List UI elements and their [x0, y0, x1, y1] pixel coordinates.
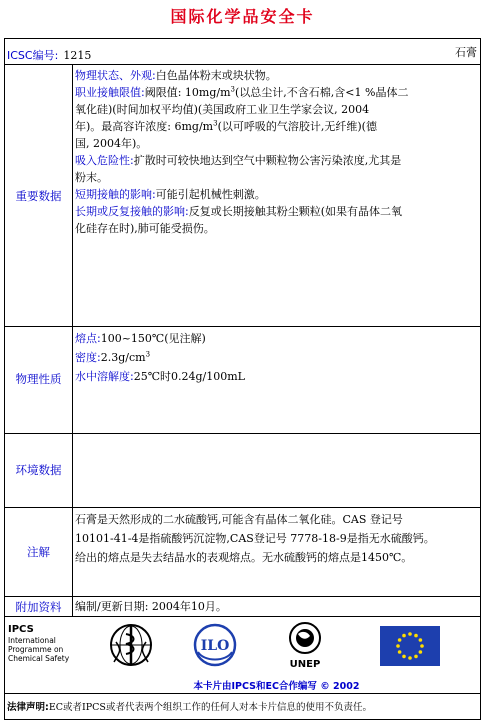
ipcs-title: IPCS	[8, 624, 34, 635]
eu-star-icon	[396, 644, 400, 648]
eu-star-icon	[420, 644, 424, 648]
eu-star-icon	[408, 656, 412, 660]
who-logo-icon	[108, 622, 154, 668]
eu-flag-icon	[380, 626, 440, 666]
logos-row	[100, 620, 445, 670]
solubility-value: 25℃时0.24g/100mL	[133, 370, 245, 383]
substance-name: 石膏	[455, 46, 477, 59]
ilo-label: ILO	[200, 638, 230, 654]
eu-star-icon	[402, 655, 406, 659]
card-title: 国际化学品安全卡	[170, 7, 315, 26]
oel-key: 职业接触限值:	[75, 86, 145, 99]
additional-info-value: 编制/更新日期: 2004年10月。	[75, 600, 227, 613]
inhalation-key: 吸入危险性:	[75, 154, 134, 167]
long-term-value: 化硅存在时),肺可能受损伤。	[75, 222, 215, 235]
legal-notice	[7, 699, 477, 713]
eu-star-icon	[402, 634, 406, 638]
oel-text: 阈限值: 10mg/m	[144, 86, 231, 99]
oel-superscript: 3	[213, 119, 218, 128]
eu-star-icon	[414, 634, 418, 638]
section-label-additional: 附加资料	[15, 600, 62, 614]
inhalation-value: 粉末。	[75, 171, 108, 184]
column-divider	[72, 64, 73, 616]
oel-text: 氧化硅)(时间加权平均值)(美国政府工业卫生学家会议, 2004	[75, 103, 370, 116]
eu-star-icon	[398, 638, 402, 642]
ilo-logo-icon	[192, 622, 238, 668]
divider	[4, 433, 481, 434]
eu-star-icon	[414, 655, 418, 659]
oel-text: (以总尘计,不含石棉,含<1 %晶体二	[235, 86, 409, 99]
density-superscript: 3	[145, 350, 151, 359]
legal-key: 法律声明:	[7, 702, 49, 713]
cooperation-note: 本卡片由IPCS和EC合作编写 © 2002	[193, 681, 360, 692]
oel-text: (以可呼吸的气溶胶计,无纤维)(德	[217, 120, 377, 133]
long-term-value: 反复或长期接触其粉尘颗粒(如果有晶体二氧	[188, 205, 403, 218]
short-term-value: 可能引起机械性刺激。	[155, 188, 266, 201]
physical-state-value: 白色晶体粉末或块状物。	[155, 69, 277, 82]
ipcs-line: International	[8, 636, 56, 645]
section-label-important: 重要数据	[15, 189, 62, 203]
ipcs-block	[8, 624, 78, 663]
section-label-environment: 环境数据	[15, 463, 62, 477]
unep-logo-icon	[280, 620, 330, 670]
melting-point-value: 100~150℃(见注解)	[100, 332, 206, 345]
icsc-number: 1215	[63, 49, 92, 62]
oel-text: 年)。最高容许浓度: 6mg/m	[75, 120, 214, 133]
section-label-notes: 注解	[27, 545, 50, 559]
eu-star-icon	[419, 638, 423, 642]
divider	[4, 693, 481, 694]
note-line: 石膏是天然形成的二水硫酸钙,可能含有晶体二氧化硅。CAS 登记号	[75, 513, 403, 526]
note-line: 10101-41-4是指硫酸钙沉淀物,CAS登记号 7778-18-9是指无水硫酸钙。	[75, 532, 435, 545]
long-term-key: 长期或反复接触的影响:	[75, 205, 189, 218]
density-key: 密度:	[75, 351, 101, 364]
ipcs-line: Programme on	[8, 645, 64, 654]
eu-star-icon	[419, 650, 423, 654]
divider	[4, 326, 481, 327]
unep-label: UNEP	[289, 659, 321, 670]
eu-star-icon	[398, 650, 402, 654]
oel-superscript: 3	[230, 85, 235, 94]
note-line: 给出的熔点是失去结晶水的表观熔点。无水硫酸钙的熔点是1450℃。	[75, 551, 413, 564]
eu-star-icon	[408, 632, 412, 636]
density-value: 2.3g/cm	[100, 351, 146, 364]
ipcs-line: Chemical Safety	[8, 654, 70, 663]
divider	[4, 616, 481, 617]
short-term-key: 短期接触的影响:	[75, 188, 156, 201]
divider	[4, 64, 481, 65]
oel-text: 国, 2004年)。	[75, 137, 148, 150]
icsc-label: ICSC编号:	[7, 49, 59, 62]
section-physical-content	[75, 329, 479, 386]
physical-state-key: 物理状态、外观:	[75, 69, 156, 82]
section-notes-content	[75, 510, 479, 567]
header-row	[7, 44, 477, 62]
section-label-physical: 物理性质	[15, 372, 62, 386]
legal-value: EC或者IPCS或者代表两个组织工作的任何人对本卡片信息的使用不负责任。	[48, 702, 372, 713]
inhalation-value: 扩散时可较快地达到空气中颗粒物公害污染浓度,尤其是	[133, 154, 402, 167]
section-important-content	[75, 67, 479, 237]
melting-point-key: 熔点:	[75, 332, 101, 345]
solubility-key: 水中溶解度:	[75, 370, 134, 383]
divider	[4, 596, 481, 597]
divider	[4, 507, 481, 508]
